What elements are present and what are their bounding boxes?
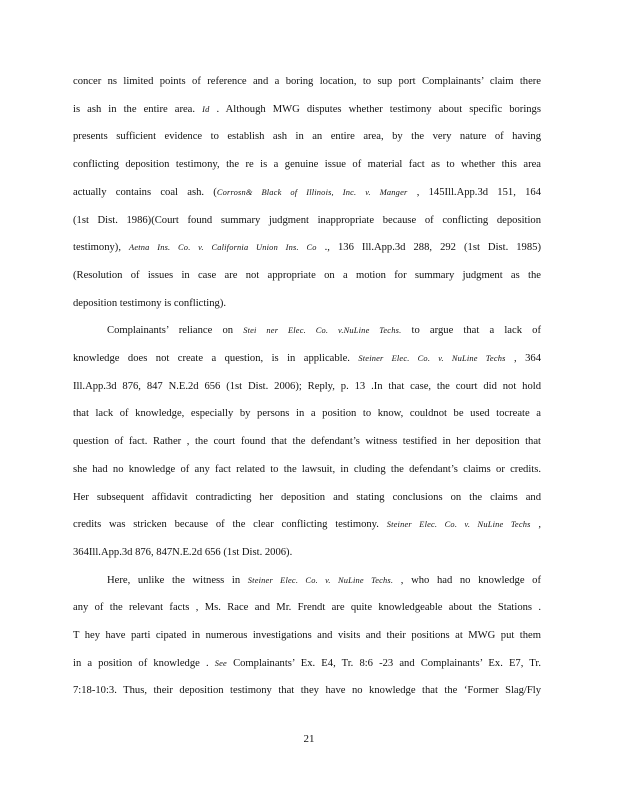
text-line xyxy=(73,290,541,318)
text-run: . Although MWG disputes whether testimony about specific borings xyxy=(209,103,541,115)
text-line xyxy=(73,428,541,456)
text-run: Complainants’ reliance on xyxy=(107,325,244,337)
text-run: to argue that a lack of xyxy=(401,325,541,337)
text-line xyxy=(73,96,541,124)
text-run: that lack of knowledge, especially by persons in a position to know, couldnot be used tocreate a xyxy=(73,408,541,420)
text-run: 364Ill.App.3d 876, 847N.E.2d 656 (1st Dist. 2006). xyxy=(73,546,293,558)
text-run: knowledge does not create a question, is in applicable. xyxy=(73,353,359,365)
text-line xyxy=(73,567,541,595)
text-run: actually contains coal ash. ( xyxy=(73,186,217,198)
case-citation: Steiner Elec. Co. v. NuLine Techs. xyxy=(247,575,394,585)
paragraph xyxy=(73,68,541,317)
text-run: (1st Dist. 1986)(Court found summary judgment inappropriate because of conflicting deposition xyxy=(73,214,541,226)
text-run: Here, unlike the witness in xyxy=(107,574,248,586)
case-citation: Corrosn& Black of Illinois, Inc. v. Manger xyxy=(216,187,408,197)
text-line xyxy=(73,207,541,235)
text-line xyxy=(73,400,541,428)
text-line xyxy=(73,262,541,290)
text-line xyxy=(73,151,541,179)
text-run: (Resolution of issues in case are not appropriate on a motion for summary judgment as the xyxy=(73,269,541,281)
text-line xyxy=(73,373,541,401)
text-line xyxy=(73,484,541,512)
case-citation: Stei ner Elec. Co. v.NuLine Techs. xyxy=(243,326,402,336)
case-citation: Id xyxy=(202,104,210,114)
text-run: conflicting deposition testimony, the re is a genuine issue of material fact as to whether this area xyxy=(73,159,541,171)
case-citation: See xyxy=(214,658,227,668)
text-line xyxy=(73,179,541,207)
text-run: T hey have parti cipated in numerous investigations and visits and their positions at MWG put them xyxy=(73,630,541,642)
text-run: is ash in the entire area. xyxy=(73,103,203,115)
text-run: deposition testimony is conflicting). xyxy=(73,297,227,309)
text-run: concer ns limited points of reference and a boring location, to sup port Complainants’ claim there xyxy=(73,76,541,87)
text-run: presents sufficient evidence to establish ash in an entire area, by the very nature of having xyxy=(73,131,541,143)
text-line xyxy=(73,345,541,373)
text-line xyxy=(73,511,541,539)
text-line xyxy=(73,539,541,567)
page-number: 21 xyxy=(303,733,315,745)
text-run: , who had no knowledge of xyxy=(393,574,541,586)
text-run: , 364 xyxy=(505,353,542,365)
text-run: in a position of knowledge . xyxy=(73,657,215,669)
text-run: question of fact. Rather , the court found that the defendant’s witness testified in her deposition that xyxy=(73,436,541,448)
text-run: she had no knowledge of any fact related to the lawsuit, in cluding the defendant’s claims or credits. xyxy=(73,463,541,475)
text-run: any of the relevant facts , Ms. Race and Mr. Frendt are quite knowledgeable about the Stations . xyxy=(73,602,541,614)
text-run: credits was stricken because of the clear conflicting testimony. xyxy=(73,519,387,531)
text-run: testimony), xyxy=(73,242,129,254)
text-line xyxy=(73,68,541,96)
paragraph xyxy=(73,567,541,706)
case-citation: Steiner Elec. Co. v. NuLine Techs xyxy=(386,520,531,530)
text-line xyxy=(73,650,541,678)
text-run: Her subsequent affidavit contradicting her deposition and stating conclusions on the claims and xyxy=(73,491,541,503)
text-line xyxy=(73,123,541,151)
text-run: , 145Ill.App.3d 151, 164 xyxy=(407,186,541,198)
text-line xyxy=(73,234,541,262)
text-line xyxy=(73,456,541,484)
case-citation: Aetna Ins. Co. v. California Union Ins. Co xyxy=(129,243,317,253)
text-run: , xyxy=(530,519,542,531)
text-run: 7:18-10:3. Thus, their deposition testimony that they have no knowledge that the ‘Former Slag/Fly xyxy=(73,685,541,697)
document-body xyxy=(73,68,541,705)
text-line xyxy=(73,594,541,622)
text-line xyxy=(73,677,541,705)
text-run: Ill.App.3d 876, 847 N.E.2d 656 (1st Dist. 2006); Reply, p. 13 .In that case, the court did not hold xyxy=(73,380,541,392)
paragraph xyxy=(73,317,541,566)
text-line xyxy=(73,317,541,345)
text-line xyxy=(73,622,541,650)
text-run: ., 136 Ill.App.3d 288, 292 (1st Dist. 1985) xyxy=(316,242,541,254)
case-citation: Steiner Elec. Co. v. NuLine Techs xyxy=(358,354,506,364)
text-run: Complainants’ Ex. E4, Tr. 8:6 -23 and Complainants’ Ex. E7, Tr. xyxy=(226,657,541,669)
